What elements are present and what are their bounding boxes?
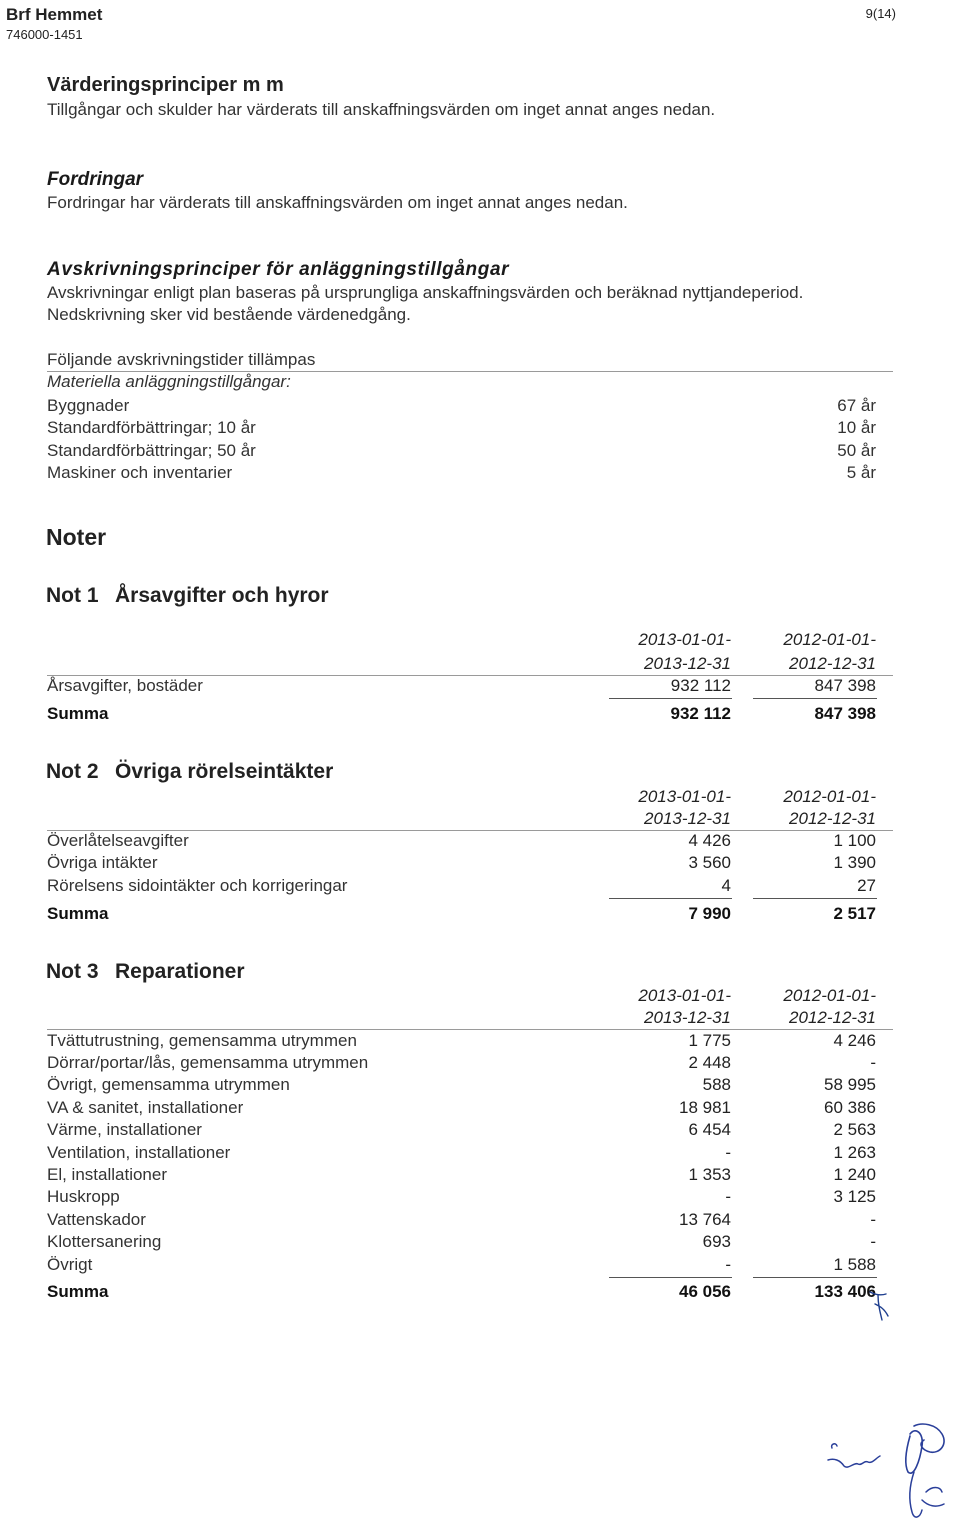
note3-row-previous: - bbox=[870, 1210, 876, 1229]
note3-row-previous: 1 240 bbox=[833, 1165, 876, 1184]
depreciation-text-line2: Nedskrivning sker vid bestående värdenedgång. bbox=[47, 305, 411, 324]
note3-total-previous: 133 406 bbox=[814, 1282, 876, 1301]
principles-text: Tillgångar och skulder har värderats till anskaffningsvärden om inget annat anges nedan. bbox=[47, 100, 716, 119]
note1-header-current-start: 2013-01-01- bbox=[638, 630, 731, 649]
note3-sum-rule-current bbox=[609, 1277, 732, 1278]
note2-row-label: Överlåtelseavgifter bbox=[47, 831, 189, 850]
note3-header-current-start: 2013-01-01- bbox=[638, 986, 731, 1005]
note1-total-current: 932 112 bbox=[670, 704, 731, 723]
period-value-improvements-50: 50 år bbox=[837, 441, 876, 460]
note1-header-current-end: 2013-12-31 bbox=[644, 654, 731, 673]
note3-row-previous: 1 263 bbox=[833, 1143, 876, 1162]
periods-subtitle: Materiella anläggningstillgångar: bbox=[47, 372, 291, 391]
note2-sum-rule-current bbox=[609, 898, 732, 899]
note2-header-current-start: 2013-01-01- bbox=[638, 787, 731, 806]
receivables-text: Fordringar har värderats till anskaffningsvärden om inget annat anges nedan. bbox=[47, 193, 628, 212]
note2-row-current: 3 560 bbox=[688, 853, 731, 872]
note3-row-previous: - bbox=[870, 1232, 876, 1251]
note3-row-label: Värme, installationer bbox=[47, 1120, 202, 1139]
page-number: 9(14) bbox=[865, 6, 896, 21]
note3-row-current: - bbox=[725, 1143, 731, 1162]
note2-total-label: Summa bbox=[47, 904, 109, 923]
note3-row-label: Dörrar/portar/lås, gemensamma utrymmen bbox=[47, 1053, 369, 1072]
note2-title: Övriga rörelseintäkter bbox=[115, 760, 334, 783]
note2-sum-rule-previous bbox=[753, 898, 877, 899]
note3-row-current: 588 bbox=[702, 1075, 731, 1094]
note3-row-previous: 4 246 bbox=[833, 1031, 876, 1050]
note2-total-current: 7 990 bbox=[688, 904, 731, 923]
note3-heading bbox=[46, 960, 245, 984]
note2-row-current: 4 426 bbox=[688, 831, 731, 850]
note3-number: Not 3 bbox=[46, 960, 99, 983]
org-number: 746000-1451 bbox=[6, 27, 83, 42]
note3-header-current-end: 2013-12-31 bbox=[644, 1008, 731, 1027]
note2-header-previous-start: 2012-01-01- bbox=[783, 787, 876, 806]
note3-row-current: 693 bbox=[702, 1232, 731, 1251]
note3-row-label: Övrigt, gemensamma utrymmen bbox=[47, 1075, 290, 1094]
period-label-buildings: Byggnader bbox=[47, 396, 130, 415]
note3-row-current: - bbox=[725, 1255, 731, 1274]
note3-row-current: 18 981 bbox=[679, 1098, 731, 1117]
period-value-improvements-10: 10 år bbox=[837, 418, 876, 437]
note2-row-label: Rörelsens sidointäkter och korrigeringar bbox=[47, 876, 348, 895]
note3-row-current: 6 454 bbox=[688, 1120, 731, 1139]
periods-intro: Följande avskrivningstider tillämpas bbox=[47, 350, 316, 369]
note3-header-previous-end: 2012-12-31 bbox=[789, 1008, 876, 1027]
receivables-heading: Fordringar bbox=[47, 169, 144, 190]
note2-header-previous-end: 2012-12-31 bbox=[789, 809, 876, 828]
note2-header-current-end: 2013-12-31 bbox=[644, 809, 731, 828]
period-label-machinery: Maskiner och inventarier bbox=[47, 463, 233, 482]
note1-sum-rule-current bbox=[609, 698, 732, 699]
note3-row-current: - bbox=[725, 1187, 731, 1206]
period-value-machinery: 5 år bbox=[846, 463, 876, 482]
note1-total-label: Summa bbox=[47, 704, 109, 723]
period-value-buildings: 67 år bbox=[837, 396, 876, 415]
note3-row-previous: 3 125 bbox=[833, 1187, 876, 1206]
note3-row-label: Ventilation, installationer bbox=[47, 1143, 231, 1162]
principles-heading: Värderingsprinciper m m bbox=[47, 74, 284, 96]
note3-row-label: VA & sanitet, installationer bbox=[47, 1098, 244, 1117]
depreciation-heading: Avskrivningsprinciper för anläggningstillgångar bbox=[47, 259, 510, 280]
period-label-improvements-50: Standardförbättringar; 50 år bbox=[47, 441, 256, 460]
note1-number: Not 1 bbox=[46, 584, 99, 607]
note3-row-previous: 60 386 bbox=[824, 1098, 876, 1117]
note1-header-previous-start: 2012-01-01- bbox=[783, 630, 876, 649]
note3-title: Reparationer bbox=[115, 960, 245, 983]
note3-total-current: 46 056 bbox=[679, 1282, 731, 1301]
note2-number: Not 2 bbox=[46, 760, 99, 783]
note3-row-label: Klottersanering bbox=[47, 1232, 162, 1251]
note1-total-previous: 847 398 bbox=[814, 704, 876, 723]
note1-row-current: 932 112 bbox=[670, 676, 731, 695]
note3-row-previous: - bbox=[870, 1053, 876, 1072]
note3-sum-rule-previous bbox=[753, 1277, 877, 1278]
note3-row-previous: 2 563 bbox=[833, 1120, 876, 1139]
note2-total-previous: 2 517 bbox=[833, 904, 876, 923]
note2-heading bbox=[46, 760, 333, 784]
note3-row-current: 13 764 bbox=[679, 1210, 731, 1229]
depreciation-text-line1: Avskrivningar enligt plan baseras på ursprungliga anskaffningsvärden och beräknad nyttjandeperiod. bbox=[47, 283, 804, 302]
note3-row-previous: 58 995 bbox=[824, 1075, 876, 1094]
handwritten-initials-signature bbox=[818, 1420, 958, 1525]
note3-header-previous-start: 2012-01-01- bbox=[783, 986, 876, 1005]
note3-header-rule bbox=[47, 1029, 893, 1030]
note1-row-previous: 847 398 bbox=[814, 676, 876, 695]
note2-row-current: 4 bbox=[721, 876, 731, 895]
note1-title: Årsavgifter och hyror bbox=[115, 584, 329, 607]
note1-heading bbox=[46, 584, 329, 608]
note1-sum-rule-previous bbox=[753, 698, 877, 699]
handwritten-check-mark bbox=[866, 1290, 892, 1324]
note1-header-previous-end: 2012-12-31 bbox=[789, 654, 876, 673]
note3-row-label: Tvättutrustning, gemensamma utrymmen bbox=[47, 1031, 357, 1050]
company-name: Brf Hemmet bbox=[6, 5, 103, 24]
note3-row-previous: 1 588 bbox=[833, 1255, 876, 1274]
note3-row-current: 1 353 bbox=[688, 1165, 731, 1184]
note2-row-previous: 27 bbox=[857, 876, 876, 895]
note2-row-previous: 1 100 bbox=[833, 831, 876, 850]
period-label-improvements-10: Standardförbättringar; 10 år bbox=[47, 418, 256, 437]
note3-total-label: Summa bbox=[47, 1282, 109, 1301]
note2-row-previous: 1 390 bbox=[833, 853, 876, 872]
notes-heading: Noter bbox=[46, 524, 107, 550]
note3-row-current: 2 448 bbox=[688, 1053, 731, 1072]
note3-row-label: Vattenskador bbox=[47, 1210, 146, 1229]
note3-row-current: 1 775 bbox=[688, 1031, 731, 1050]
note3-row-label: Övrigt bbox=[47, 1255, 93, 1274]
note2-row-label: Övriga intäkter bbox=[47, 853, 158, 872]
note3-row-label: El, installationer bbox=[47, 1165, 168, 1184]
note3-row-label: Huskropp bbox=[47, 1187, 120, 1206]
note1-row-label: Årsavgifter, bostäder bbox=[47, 676, 203, 695]
